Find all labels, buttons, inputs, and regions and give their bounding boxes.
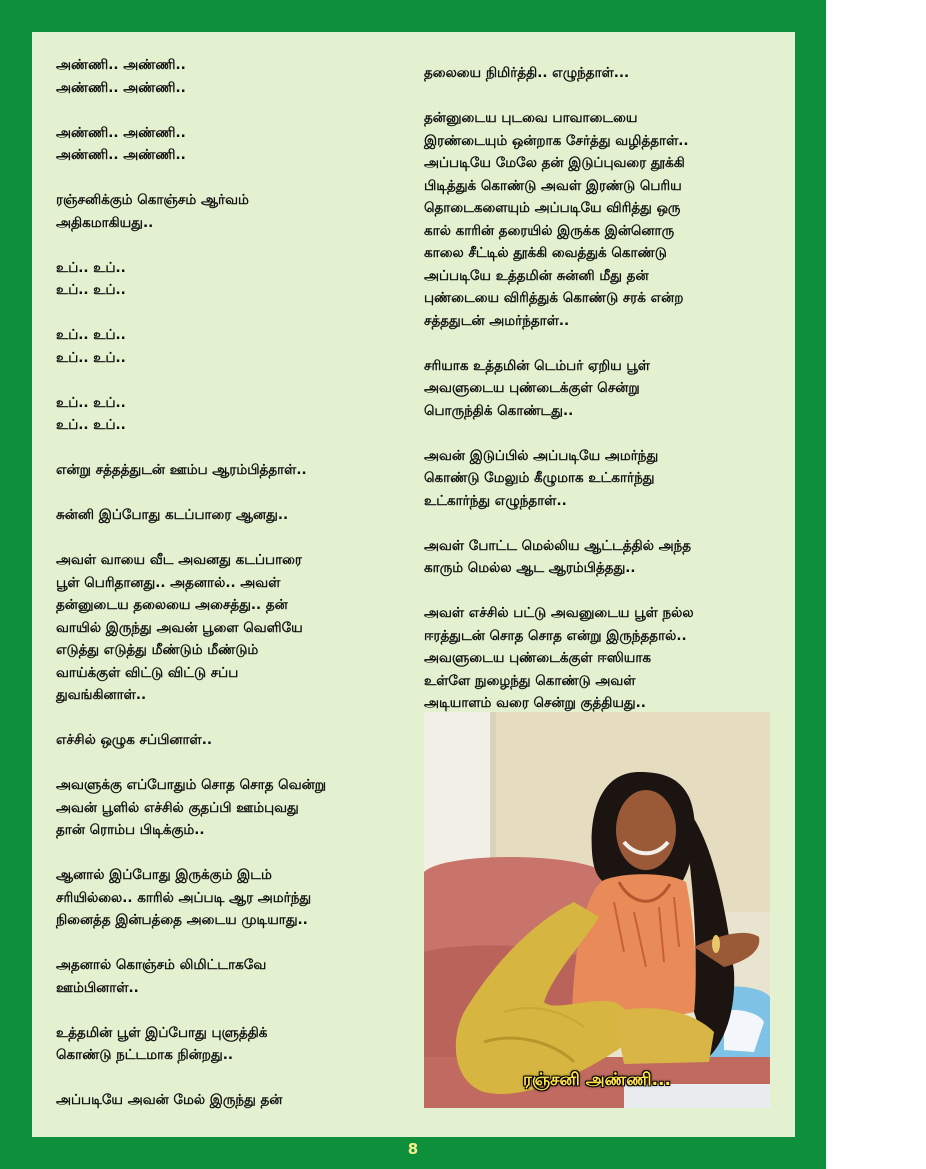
left-text-column [56, 54, 401, 1134]
paragraph: சுன்னி இப்போது கடப்பாரை ஆனது.. [56, 507, 289, 523]
paragraph: அப்படியே அவன் மேல் இருந்து தன் [56, 1092, 283, 1108]
photo-illustration [424, 712, 770, 1108]
paragraph: உப்.. உப்.. உப்.. உப்.. [56, 327, 126, 366]
paragraph: அண்ணி.. அண்ணி.. அண்ணி.. அண்ணி.. [56, 57, 186, 96]
paragraph: அதனால் கொஞ்சம் லிமிட்டாகவே ஊம்பினாள்.. [56, 957, 267, 996]
paragraph: ஆனால் இப்போது இருக்கும் இடம் சரியில்லை.. காரில் அப்படி ஆர அமர்ந்து நினைத்த இன்பத்தை அடைய முடியாது.. [56, 867, 312, 928]
paragraph: அவள் வாயை வீட அவனது கடப்பாரை பூள் பெரிதானது.. அதனால்.. அவள் தன்னுடைய தலையை அசைத்து.. தன் வாயில் இருந்து அவன் பூளை வெளியே எடுத்து எடுத்து மீண்டும் மீண்டும் வாய்க்குள் விட்டு விட்டு சப்ப துவங்கினாள்.. [56, 552, 303, 703]
right-text-column [424, 62, 769, 737]
photo-caption: ரஞ்சனி அண்ணி... [523, 1070, 671, 1090]
paragraph: அவள் போட்ட மெல்லிய ஆட்டத்தில் அந்த காரும் மெல்ல ஆட ஆரம்பித்தது.. [424, 537, 692, 576]
paragraph: தன்னுடைய புடவை பாவாடையை இரண்டையும் ஒன்றாக சேர்த்து வழித்தாள்.. அப்படியே மேலே தன் இடுப்புவரை தூக்கி பிடித்துக் கொண்டு அவள் இரண்டு பெரிய தொடைகளையும் அப்படியே விரித்து ஒரு கால் காரின் தரையில் இருக்க இன்னொரு காலை சீட்டில் தூக்கி வைத்துக் கொண்டு அப்படியே உத்தமின் சுன்னி மீது தன் புண்டையை விரித்துக் கொண்டு சரக் என்ற சத்ததுடன் அமர்ந்தாள்.. [424, 110, 689, 329]
paragraph: ரஞ்சனிக்கும் கொஞ்சம் ஆர்வம் அதிகமாகியது.. [56, 192, 249, 231]
paragraph: என்று சத்தத்துடன் ஊம்ப ஆரம்பித்தாள்.. [56, 462, 307, 478]
woman-photo [424, 712, 770, 1108]
paragraph: உத்தமின் பூள் இப்போது புளுத்திக் கொண்டு நட்டமாக நின்றது.. [56, 1024, 268, 1063]
paragraph: அண்ணி.. அண்ணி.. அண்ணி.. அண்ணி.. [56, 124, 186, 163]
paragraph: எச்சில் ஒழுக சப்பினாள்.. [56, 732, 212, 748]
paragraph: சரியாக உத்தமின் டெம்பர் ஏறிய பூள் அவளுடைய புண்டைக்குள் சென்று பொருந்திக் கொண்டது.. [424, 357, 650, 419]
paragraph: தலையை நிமிர்த்தி.. எழுந்தாள்... [424, 65, 630, 81]
paragraph: உப்.. உப்.. உப்.. உப்.. [56, 394, 126, 433]
paragraph: அவள் எச்சில் பட்டு அவனுடைய பூள் நல்ல ஈரத்துடன் சொத சொத என்று இருந்ததால்.. அவளுடைய புண்டைக்குள் ஈஸியாக உள்ளே நுழைந்து கொண்டு அவள் அடியாளம் வரை சென்று குத்தியது.. [424, 605, 694, 711]
paragraph: அவன் இடுப்பில் அப்படியே அமர்ந்து கொண்டு மேலும் கீழுமாக உட்கார்ந்து உட்கார்ந்து எழுந்தாள்.. [424, 447, 659, 509]
paragraph: உப்.. உப்.. உப்.. உப்.. [56, 259, 126, 298]
paragraph: அவளுக்கு எப்போதும் சொத சொத வென்று அவன் பூளில் எச்சில் குதப்பி ஊம்புவது தான் ரொம்ப பிடிக்கும்.. [56, 777, 326, 838]
page-number: 8 [407, 1140, 419, 1158]
